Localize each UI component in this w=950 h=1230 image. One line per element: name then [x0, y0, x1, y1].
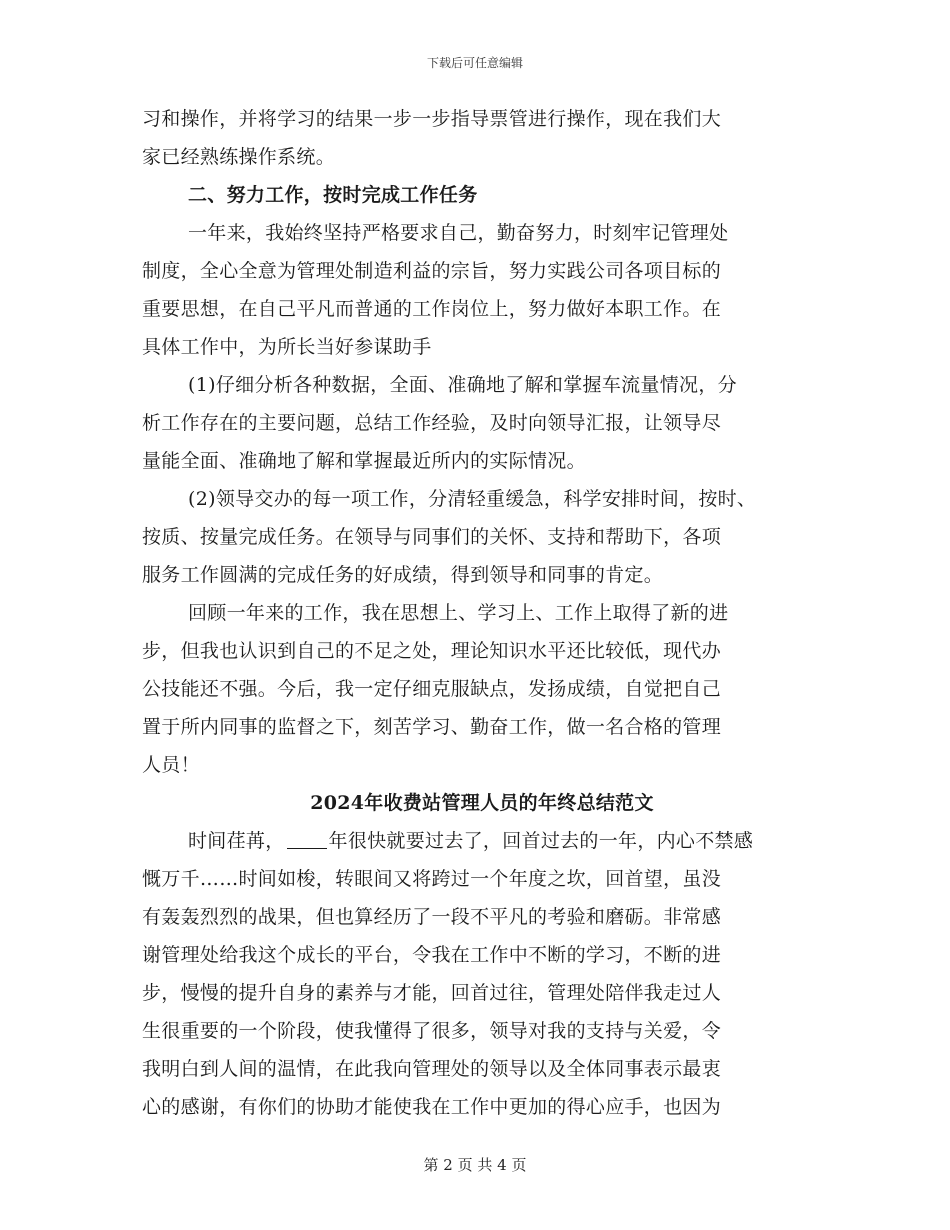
paragraph-line: 一年来，我始终坚持严格要求自己，勤奋努力，时刻牢记管理处	[188, 222, 729, 244]
paragraph-line: 置于所内同事的监督之下，刻苦学习、勤奋工作，做一名合格的管理	[142, 716, 722, 738]
paragraph-line: 具体工作中，为所长当好参谋助手	[142, 336, 432, 358]
paragraph-line: 谢管理处给我这个成长的平台，令我在工作中不断的学习，不断的进	[142, 944, 722, 966]
paragraph-line: 按质、按量完成任务。在领导与同事们的关怀、支持和帮助下，各项	[142, 526, 722, 548]
paragraph-line: 步，慢慢的提升自身的素养与才能，回首过往，管理处陪伴我走过人	[142, 982, 722, 1004]
paragraph-line: (2)领导交办的每一项工作，分清轻重缓急，科学安排时间，按时、	[188, 488, 757, 510]
paragraph-line: 心的感谢，有你们的协助才能使我在工作中更加的得心应手，也因为	[142, 1096, 722, 1118]
header-note: 下载后可任意编辑	[426, 56, 523, 70]
paragraph-line: 生很重要的一个阶段，使我懂得了很多，领导对我的支持与关爱，令	[142, 1020, 722, 1042]
paragraph-line: 重要思想，在自己平凡而普通的工作岗位上，努力做好本职工作。在	[142, 298, 722, 320]
paragraph-line: 量能全面、准确地了解和掌握最近所内的实际情况。	[142, 450, 586, 472]
document-body	[142, 100, 822, 1126]
paragraph-line: 家已经熟练操作系统。	[142, 146, 336, 168]
paragraph-line: 制度，全心全意为管理处制造利益的宗旨，努力实践公司各项目标的	[142, 260, 722, 282]
paragraph-line	[142, 822, 822, 860]
paragraph-text: 年很快就要过去了，回首过去的一年，内心不禁感	[328, 830, 754, 852]
paragraph-line: 析工作存在的主要问题，总结工作经验，及时向领导汇报，让领导尽	[142, 412, 722, 434]
page-number: 第 2 页 共 4 页	[423, 1156, 527, 1174]
paragraph-line: 慨万千……时间如梭，转眼间又将跨过一个年度之坎，回首望，虽没	[142, 868, 722, 890]
article-title: 2024年收费站管理人员的年终总结范文	[310, 792, 654, 814]
paragraph-line: (1)仔细分析各种数据，全面、准确地了解和掌握车流量情况，分	[188, 374, 737, 396]
paragraph-line: 有轰轰烈烈的战果，但也算经历了一段不平凡的考验和磨砺。非常感	[142, 906, 722, 928]
paragraph-line: 服务工作圆满的完成任务的好成绩，得到领导和同事的肯定。	[142, 564, 664, 586]
paragraph-line: 习和操作，并将学习的结果一步一步指导票管进行操作，现在我们大	[142, 108, 722, 130]
paragraph-line: 步，但我也认识到自己的不足之处，理论知识水平还比较低，现代办	[142, 640, 722, 662]
paragraph-line: 回顾一年来的工作，我在思想上、学习上、工作上取得了新的进	[188, 602, 729, 624]
section-heading: 二、努力工作，按时完成工作任务	[188, 184, 478, 206]
paragraph-line: 公技能还不强。今后，我一定仔细克服缺点，发扬成绩，自觉把自己	[142, 678, 722, 700]
paragraph-text: 时间荏苒，	[188, 830, 285, 852]
fill-in-blank	[287, 826, 327, 849]
paragraph-line: 人员！	[142, 754, 200, 776]
paragraph-line: 我明白到人间的温情，在此我向管理处的领导以及全体同事表示最衷	[142, 1058, 722, 1080]
